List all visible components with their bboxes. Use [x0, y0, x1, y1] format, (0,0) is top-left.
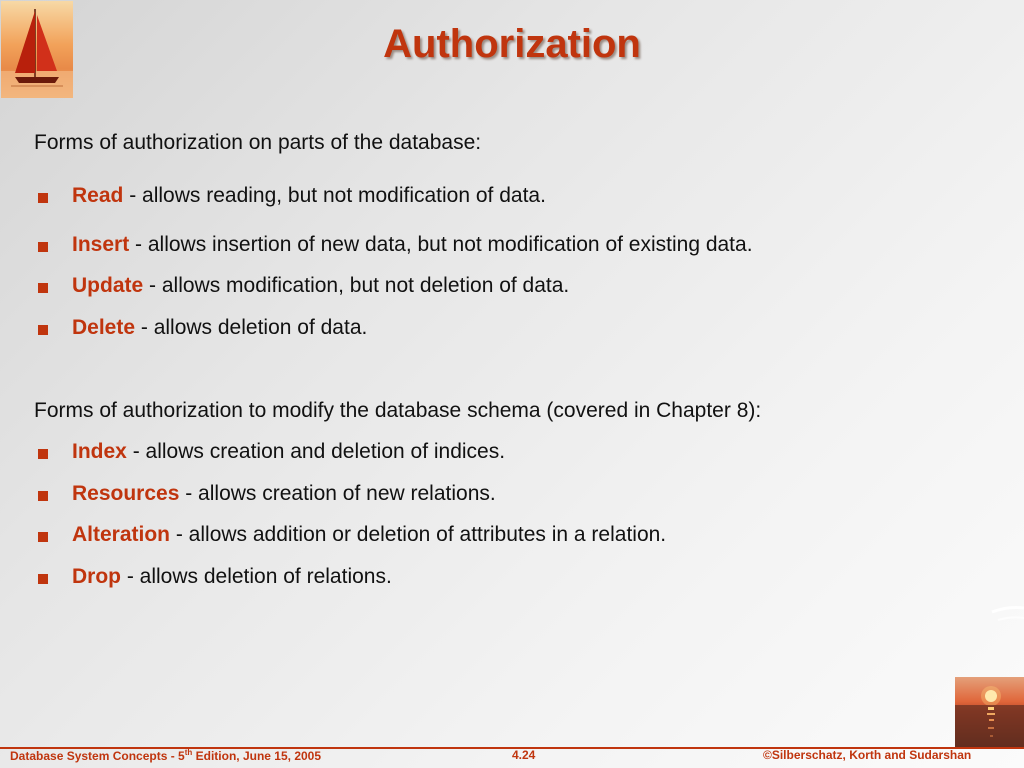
list-item — [34, 440, 505, 464]
term-drop: Drop — [72, 565, 121, 588]
term-desc: - allows creation of new relations. — [179, 482, 496, 505]
list-item — [34, 316, 367, 340]
term-read: Read — [72, 184, 124, 207]
swoosh-decoration-icon — [990, 600, 1024, 630]
footer-title-sup: th — [184, 748, 193, 757]
square-bullet-icon — [38, 449, 48, 459]
footer-title-edition: Edition, June 15, 2005 — [192, 749, 322, 763]
list-item — [34, 233, 753, 257]
term-desc: - allows deletion of relations. — [121, 565, 392, 588]
page-number: 4.24 — [512, 748, 536, 762]
term-desc: - allows modification, but not deletion of data. — [143, 274, 570, 297]
footer-title-text: Database System Concepts - 5 — [10, 749, 185, 763]
footer-book-title — [10, 748, 321, 763]
square-bullet-icon — [38, 325, 48, 335]
section1-intro: Forms of authorization on parts of the database: — [34, 131, 482, 154]
list-item — [34, 274, 569, 298]
list-item — [34, 184, 546, 208]
term-desc: - allows insertion of new data, but not modification of existing data. — [129, 233, 753, 256]
square-bullet-icon — [38, 574, 48, 584]
term-desc: - allows reading, but not modification of data. — [123, 184, 546, 207]
section2-intro: Forms of authorization to modify the database schema (covered in Chapter 8): — [34, 399, 762, 422]
square-bullet-icon — [38, 491, 48, 501]
list-item — [34, 482, 496, 506]
square-bullet-icon — [38, 283, 48, 293]
term-delete: Delete — [72, 316, 136, 339]
square-bullet-icon — [38, 193, 48, 203]
term-index: Index — [72, 440, 127, 463]
footer-copyright: ©Silberschatz, Korth and Sudarshan — [763, 748, 972, 762]
term-desc: - allows creation and deletion of indices. — [126, 440, 506, 463]
term-desc: - allows deletion of data. — [135, 316, 368, 339]
term-desc: - allows addition or deletion of attributes in a relation. — [170, 523, 667, 546]
sunset-logo-icon — [955, 677, 1024, 747]
term-update: Update — [72, 274, 144, 297]
square-bullet-icon — [38, 242, 48, 252]
slide-title: Authorization — [383, 22, 641, 66]
term-resources: Resources — [72, 482, 180, 505]
term-alteration: Alteration — [72, 523, 171, 546]
term-insert: Insert — [72, 233, 130, 256]
list-item — [34, 523, 666, 547]
square-bullet-icon — [38, 532, 48, 542]
list-item — [34, 565, 392, 589]
